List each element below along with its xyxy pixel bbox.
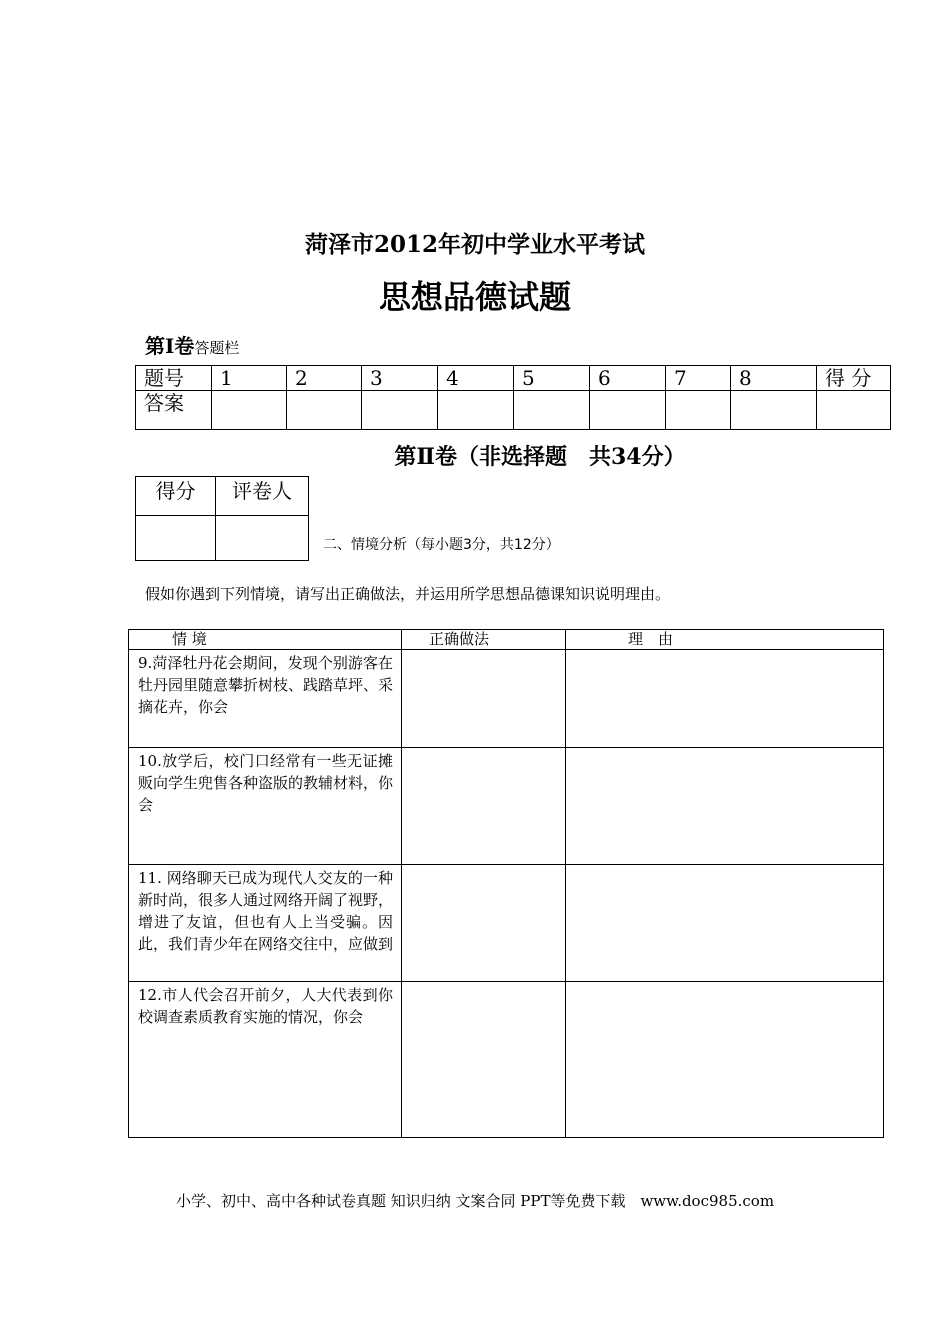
exam-title: 菏泽市2012年初中学业水平考试: [304, 231, 645, 258]
question-number: 3: [362, 366, 438, 391]
section-title: 二、情境分析（每小题3分，共12分）: [323, 537, 560, 553]
question-number: 2: [287, 366, 362, 391]
score-label: 得 分: [817, 366, 891, 391]
situation-text: 11. 网络聊天已成为现代人交友的一种新时尚，很多人通过网络开阔了视野，增进了友谊，但也有人上当受骗。因此，我们青少年在网络交往中，应做到: [129, 865, 402, 982]
answer-cell[interactable]: [666, 391, 731, 430]
question-number-label: 题号: [136, 366, 212, 391]
question-number: 8: [731, 366, 817, 391]
answer-cell[interactable]: [212, 391, 287, 430]
instruction-text: 假如你遇到下列情境，请写出正确做法，并运用所学思想品德课知识说明理由。: [145, 585, 671, 603]
answer-cell[interactable]: [514, 391, 590, 430]
situation-text: 10.放学后，校门口经常有一些无证摊贩向学生兜售各种盗版的教辅材料，你会: [129, 748, 402, 865]
part1-label: 第Ⅰ卷: [145, 334, 195, 358]
part1-heading: [145, 330, 239, 359]
action-cell[interactable]: [402, 650, 566, 748]
action-cell[interactable]: [402, 982, 566, 1138]
answer-cell[interactable]: [287, 391, 362, 430]
header-correct-action: 正确做法: [402, 630, 566, 650]
action-cell[interactable]: [402, 865, 566, 982]
part2-heading: 第Ⅱ卷（非选择题 共34分）: [394, 444, 686, 470]
subject-title: 思想品德试题: [378, 278, 571, 316]
situation-table: [128, 629, 884, 1138]
score-cell[interactable]: [817, 391, 891, 430]
question-number: 1: [212, 366, 287, 391]
answer-cell[interactable]: [362, 391, 438, 430]
score-box-label: 得分: [136, 477, 216, 516]
answer-label: 答案: [136, 391, 212, 430]
answer-table: [135, 365, 891, 430]
answer-cell[interactable]: [731, 391, 817, 430]
score-box-cell[interactable]: [136, 516, 216, 561]
situation-text: 9.菏泽牡丹花会期间，发现个别游客在牡丹园里随意攀折树枝、践踏草坪、采摘花卉，你会: [129, 650, 402, 748]
footer-text: 小学、初中、高中各种试卷真题 知识归纳 文案合同 PPT等免费下载 www.doc985.com: [175, 1192, 775, 1210]
question-number: 7: [666, 366, 731, 391]
part1-subtitle: 答题栏: [194, 339, 240, 357]
answer-cell[interactable]: [438, 391, 514, 430]
question-number: 5: [514, 366, 590, 391]
question-number: 6: [590, 366, 666, 391]
grader-cell[interactable]: [216, 516, 309, 561]
reason-cell[interactable]: [566, 650, 884, 748]
reason-cell[interactable]: [566, 865, 884, 982]
question-number: 4: [438, 366, 514, 391]
reason-cell[interactable]: [566, 748, 884, 865]
answer-cell[interactable]: [590, 391, 666, 430]
reason-cell[interactable]: [566, 982, 884, 1138]
situation-text: 12.市人代会召开前夕，人大代表到你校调查素质教育实施的情况，你会: [129, 982, 402, 1138]
header-situation: 情 境: [129, 630, 402, 650]
action-cell[interactable]: [402, 748, 566, 865]
header-reason: 理 由: [566, 630, 884, 650]
grader-label: 评卷人: [216, 477, 309, 516]
score-box: [135, 476, 309, 561]
